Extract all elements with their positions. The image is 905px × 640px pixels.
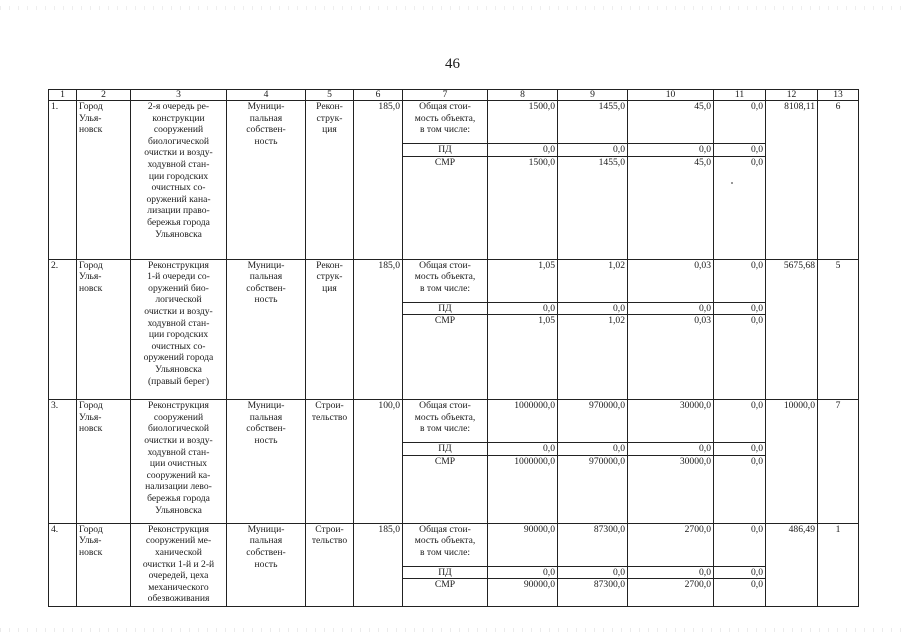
row-col13 [818,101,859,260]
column-header-8: 8 [488,90,558,101]
row-total-c8-text: 90000,0 [523,523,555,535]
row-city [77,523,131,607]
row-city [77,259,131,400]
row-pd-c9 [558,144,628,157]
row-total-c10-text: 2700,0 [684,523,711,535]
row-total-c11-text: 0,0 [751,523,763,535]
row-pd-c10 [628,566,714,579]
row-label-pd [403,443,488,456]
row-number-text: 3. [51,400,59,412]
row-label-total [403,523,488,566]
table-row [49,259,859,302]
row-total-c9-text: 1,02 [608,259,625,271]
row-pd-c9 [558,443,628,456]
row-number [49,400,77,524]
row-object-name-text: Реконструкция сооружений ме- ханической очистки 1-й и 2-й очередей, цеха механического обезвоживания [142,523,215,605]
row-pd-c11 [714,443,766,456]
row-total-c11 [714,523,766,566]
row-smr-c8 [488,455,558,523]
column-header-1: 1 [49,90,77,101]
row-object-name-text: Реконструкция 1-й очереди со- оружений био- логической очистки и возду- ходувной стан- ции городских очистных со- оружений города Ульяновска (правый берег) [143,259,214,387]
row-pd-c10 [628,443,714,456]
row-total-c9-text: 970000,0 [589,400,625,412]
row-smr-c9 [558,315,628,400]
row-total-c9-text: 87300,0 [593,523,625,535]
row-smr-c9 [558,156,628,259]
row-total-c11-text: 0,0 [751,400,763,412]
row-object-name-text: Реконструкция сооружений биологической очистки и возду- ходувной стан- ции очистных сооружений ка- нализации лево- бережья города Ульяновска [144,400,213,516]
table-body [49,90,859,607]
row-pd-c10 [628,144,714,157]
row-total-c8 [488,400,558,443]
row-capacity-text: 185,0 [378,259,400,271]
row-city-text: Город Улья- новск [79,101,103,136]
row-total-c8 [488,523,558,566]
row-col12-text: 5675,68 [783,259,815,271]
row-ownership-text: Муници- пальная собствен- ность [246,101,286,147]
row-smr-c8-text: 1,05 [538,315,555,327]
row-object-name [131,259,227,400]
row-pd-c8-text: 0,0 [543,566,555,578]
row-total-c11 [714,101,766,144]
row-label-pd [403,302,488,315]
row-col13 [818,259,859,400]
row-label-total-text: Общая стои- мость объекта, в том числе: [414,259,476,294]
row-total-c11 [714,259,766,302]
row-col12-text: 8108,11 [784,101,815,112]
row-number [49,259,77,400]
row-smr-c11-text: 0,0 [751,455,763,467]
row-label-smr [403,579,488,607]
row-work-type-text: Рекон- струк- ция [316,259,343,294]
row-pd-c9 [558,566,628,579]
row-pd-c11 [714,566,766,579]
row-pd-c9-text: 0,0 [613,302,625,314]
row-smr-c9-text: 87300,0 [593,579,625,591]
row-total-c9 [558,523,628,566]
row-total-c11-text: 0,0 [751,101,763,112]
row-pd-c8 [488,566,558,579]
row-number [49,101,77,260]
row-city-text: Город Улья- новск [79,400,103,435]
row-smr-c11-text: 0,0 [751,156,763,168]
row-object-name [131,400,227,524]
column-header-6: 6 [354,90,403,101]
row-label-smr [403,156,488,259]
table-row [49,400,859,443]
row-city-text: Город Улья- новск [79,259,103,294]
scan-noise-bottom [0,628,905,632]
row-col13-text: 6 [835,101,841,112]
row-number-text: 1. [51,101,59,112]
row-total-c9 [558,400,628,443]
row-pd-c9-text: 0,0 [613,443,625,455]
row-col13 [818,523,859,607]
row-city [77,400,131,524]
row-smr-c8 [488,156,558,259]
row-city-text: Город Улья- новск [79,523,103,558]
row-smr-c11 [714,156,766,259]
row-pd-c10-text: 0,0 [699,302,711,314]
row-label-total [403,101,488,144]
row-city [77,101,131,260]
row-pd-c11 [714,144,766,157]
table-row [49,101,859,144]
table-row [49,523,859,566]
row-ownership [227,259,306,400]
row-smr-c9-text: 970000,0 [589,455,625,467]
row-col12-text: 10000,0 [783,400,815,412]
row-capacity-text: 185,0 [378,523,400,535]
row-pd-c9 [558,302,628,315]
row-label-total [403,400,488,443]
row-col13-text: 7 [835,400,841,412]
row-work-type-text: Строи- тельство [311,400,348,423]
row-smr-c10-text: 45,0 [694,156,711,168]
row-smr-c10 [628,315,714,400]
row-label-smr [403,455,488,523]
row-total-c10-text: 30000,0 [679,400,711,412]
row-pd-c10-text: 0,0 [699,566,711,578]
row-ownership [227,101,306,260]
column-header-5: 5 [306,90,354,101]
row-label-total-text: Общая стои- мость объекта, в том числе: [414,523,476,558]
row-smr-c11 [714,579,766,607]
row-capacity [354,101,403,260]
row-capacity [354,523,403,607]
row-capacity [354,259,403,400]
row-col13-text: 1 [835,523,841,535]
objects-table [48,89,859,607]
row-pd-c9-text: 0,0 [613,566,625,578]
row-label-total [403,259,488,302]
row-pd-c8-text: 0,0 [543,443,555,455]
row-total-c9 [558,259,628,302]
row-smr-c9 [558,455,628,523]
row-capacity [354,400,403,524]
row-label-smr-text: СМР [434,579,456,591]
row-smr-c10-text: 2700,0 [684,579,711,591]
row-object-name [131,101,227,260]
row-total-c8-text: 1500,0 [528,101,555,112]
row-pd-c9-text: 0,0 [613,144,625,155]
row-label-smr [403,315,488,400]
row-col12 [766,400,818,524]
column-header-13: 13 [818,90,859,101]
row-pd-c11-text: 0,0 [751,566,763,578]
row-label-total-text: Общая стои- мость объекта, в том числе: [414,101,476,136]
column-header-10: 10 [628,90,714,101]
row-smr-c10-text: 0,03 [694,315,711,327]
row-total-c10-text: 0,03 [694,259,711,271]
row-work-type [306,259,354,400]
page-number: 46 [445,56,460,72]
row-total-c11-text: 0,0 [751,259,763,271]
row-pd-c10 [628,302,714,315]
header-row [49,90,859,101]
row-pd-c8 [488,144,558,157]
row-smr-c11 [714,455,766,523]
row-pd-c11 [714,302,766,315]
row-ownership [227,400,306,524]
row-ownership-text: Муници- пальная собствен- ность [246,523,286,570]
row-label-smr-text: СМР [434,315,456,327]
row-smr-c11-text: 0,0 [751,579,763,591]
row-total-c10 [628,259,714,302]
row-total-c10-text: 45,0 [694,101,711,112]
row-label-total-text: Общая стои- мость объекта, в том числе: [414,400,476,435]
column-header-4: 4 [227,90,306,101]
row-pd-c8-text: 0,0 [543,144,555,155]
row-smr-c10 [628,455,714,523]
row-work-type [306,101,354,260]
row-smr-c8-text: 1500,0 [528,156,555,168]
row-label-pd [403,566,488,579]
row-total-c10 [628,101,714,144]
row-smr-c10-text: 30000,0 [679,455,711,467]
row-pd-c10-text: 0,0 [699,443,711,455]
row-number [49,523,77,607]
row-total-c9 [558,101,628,144]
row-label-smr-text: СМР [434,455,456,467]
row-ownership-text: Муници- пальная собствен- ность [246,259,286,306]
row-smr-c9 [558,579,628,607]
row-col12-text: 486,49 [788,523,815,535]
row-number-text: 2. [51,259,59,271]
row-pd-c11-text: 0,0 [751,443,763,455]
row-total-c10 [628,400,714,443]
row-pd-c10-text: 0,0 [699,144,711,155]
row-pd-c11-text: 0,0 [751,302,763,314]
column-header-2: 2 [77,90,131,101]
row-label-pd-text: ПД [438,443,452,455]
row-total-c8 [488,101,558,144]
row-smr-c8 [488,579,558,607]
row-smr-c8 [488,315,558,400]
row-capacity-text: 100,0 [378,400,400,412]
row-total-c8 [488,259,558,302]
row-smr-c11 [714,315,766,400]
row-col13-text: 5 [835,259,841,271]
scan-noise-top [0,6,905,10]
row-number-text: 4. [51,523,59,535]
row-work-type-text: Рекон- струк- ция [316,101,343,136]
row-work-type [306,400,354,524]
row-label-pd-text: ПД [438,302,452,314]
row-pd-c11-text: 0,0 [751,144,763,155]
row-total-c8-text: 1000000,0 [514,400,555,412]
row-smr-c8-text: 1000000,0 [514,455,555,467]
column-header-3: 3 [131,90,227,101]
row-smr-c10 [628,156,714,259]
row-object-name [131,523,227,607]
row-col12 [766,259,818,400]
row-pd-c8 [488,443,558,456]
row-col12 [766,101,818,260]
row-smr-c8-text: 90000,0 [523,579,555,591]
row-ownership [227,523,306,607]
column-header-9: 9 [558,90,628,101]
column-header-12: 12 [766,90,818,101]
row-capacity-text: 185,0 [378,101,400,112]
row-col12 [766,523,818,607]
column-header-7: 7 [403,90,488,101]
row-object-name-text: 2-я очередь ре- конструкции сооружений биологической очистки и возду- ходувной стан- ции городских очистных со- оружений кана- лизации право- бережья города Ульяновска [144,101,213,240]
row-total-c10 [628,523,714,566]
row-label-pd [403,144,488,157]
row-label-smr-text: СМР [434,156,456,168]
row-pd-c8-text: 0,0 [543,302,555,314]
row-smr-c11-text: 0,0 [751,315,763,327]
column-header-11: 11 [714,90,766,101]
row-smr-c9-text: 1,02 [608,315,625,327]
row-label-pd-text: ПД [438,566,452,578]
row-smr-c9-text: 1455,0 [598,156,625,168]
row-smr-c10 [628,579,714,607]
row-work-type [306,523,354,607]
row-work-type-text: Строи- тельство [311,523,348,547]
row-total-c11 [714,400,766,443]
row-label-pd-text: ПД [438,144,452,155]
row-total-c9-text: 1455,0 [598,101,625,112]
row-pd-c8 [488,302,558,315]
row-total-c8-text: 1,05 [538,259,555,271]
row-col13 [818,400,859,524]
row-ownership-text: Муници- пальная собствен- ность [246,400,286,446]
